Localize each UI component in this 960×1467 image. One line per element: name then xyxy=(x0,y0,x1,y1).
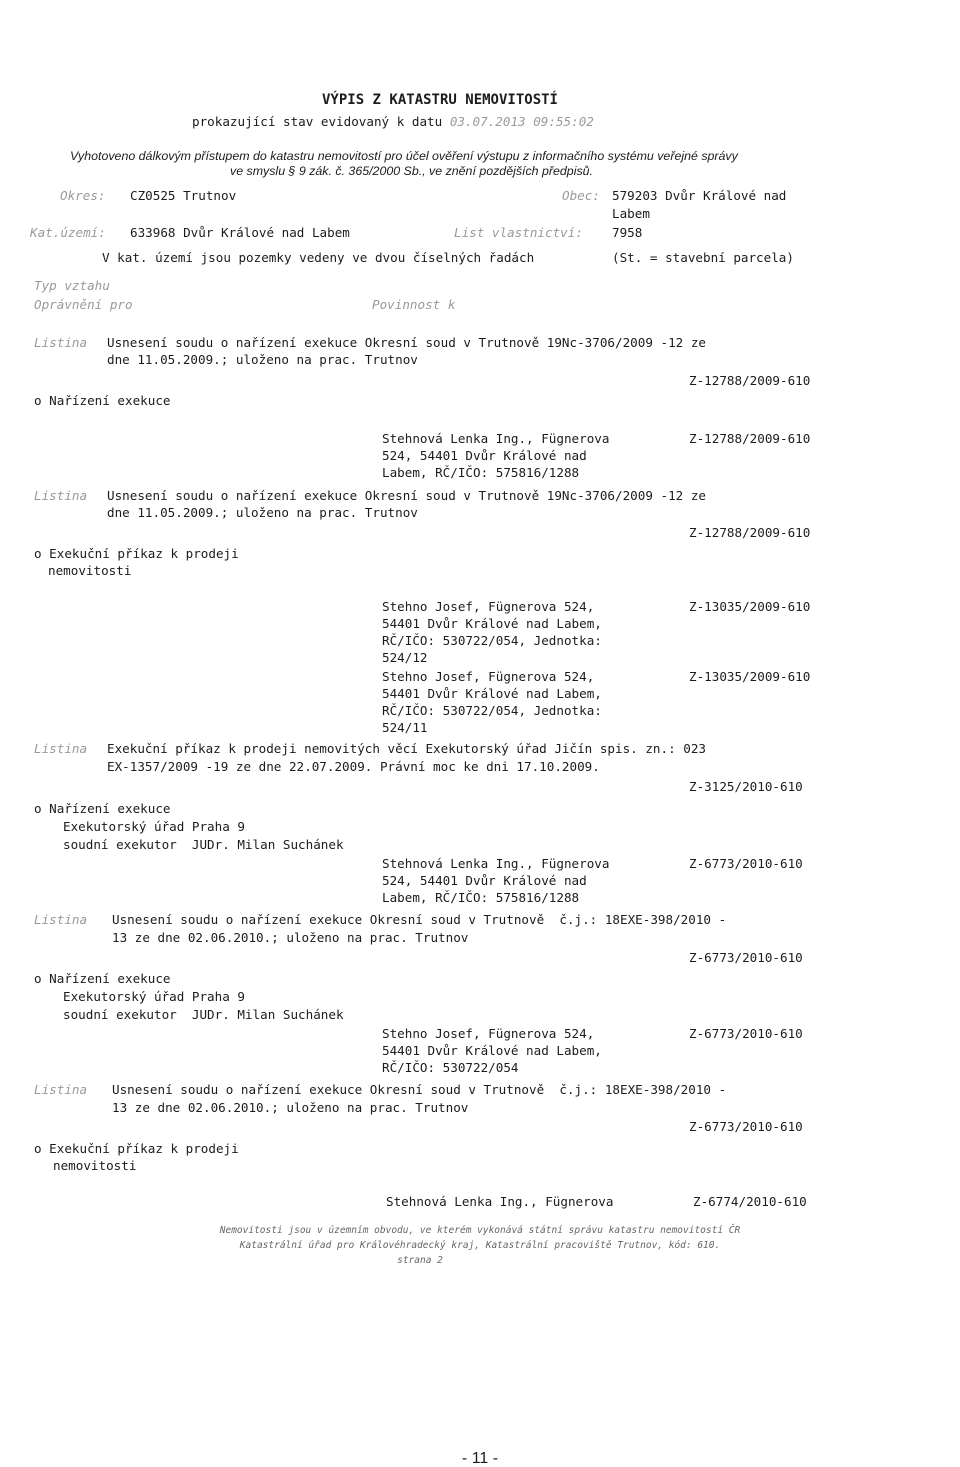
generated-note-line1: Vyhotoveno dálkovým přístupem do katastru nemovitostí pro účel ověření výstupu z informačního systému veřejné správy xyxy=(70,149,738,163)
listina-label: Listina xyxy=(34,335,88,350)
listina-ref: Z-3125/2010-610 xyxy=(689,779,803,794)
listina-text: Usnesení soudu o nařízení exekuce Okresní soud v Trutnově č.j.: 18EXE-398/2010 - xyxy=(112,912,727,927)
relation-type: o Exekuční příkaz k prodeji xyxy=(34,1141,239,1156)
party-text: RČ/IČO: 530722/054 xyxy=(382,1060,519,1075)
listina-text: Usnesení soudu o nařízení exekuce Okresní soud v Trutnově 19Nc-3706/2009 -12 ze xyxy=(107,335,706,350)
relation-type-cont: Exekutorský úřad Praha 9 xyxy=(63,989,245,1004)
party-ref: Z-6774/2010-610 xyxy=(693,1194,807,1209)
column-opravneni: Oprávnění pro xyxy=(34,297,133,312)
relation-type: o Exekuční příkaz k prodeji xyxy=(34,546,239,561)
listina-ref: Z-12788/2009-610 xyxy=(689,525,811,540)
party-text: RČ/IČO: 530722/054, Jednotka: xyxy=(382,633,602,648)
relation-type-cont: nemovitosti xyxy=(48,563,132,578)
listina-label: Listina xyxy=(34,912,88,927)
okres-value: CZ0525 Trutnov xyxy=(130,188,237,203)
party-text: Labem, RČ/IČO: 575816/1288 xyxy=(382,465,580,480)
obec-value: 579203 Dvůr Králové nad xyxy=(612,188,787,203)
subtitle-date: 03.07.2013 09:55:02 xyxy=(449,114,594,129)
party-text: 524, 54401 Dvůr Králové nad xyxy=(382,873,587,888)
party-text: 54401 Dvůr Králové nad Labem, xyxy=(382,1043,602,1058)
party-text: 54401 Dvůr Králové nad Labem, xyxy=(382,686,602,701)
party-ref: Z-13035/2009-610 xyxy=(689,599,811,614)
listina-text: 13 ze dne 02.06.2010.; uloženo na prac. Trutnov xyxy=(112,1100,469,1115)
party-text: Stehnová Lenka Ing., Fügnerova xyxy=(382,856,610,871)
generated-note-line2: ve smyslu § 9 zák. č. 365/2000 Sb., ve znění pozdějších předpisů. xyxy=(230,164,593,178)
listina-text: Usnesení soudu o nařízení exekuce Okresní soud v Trutnově č.j.: 18EXE-398/2010 - xyxy=(112,1082,727,1097)
party-text: 524/12 xyxy=(382,650,428,665)
lv-value: 7958 xyxy=(612,225,643,240)
footer-page: strana 2 xyxy=(397,1255,443,1266)
party-text: Stehno Josef, Fügnerova 524, xyxy=(382,1026,595,1041)
listina-text: 13 ze dne 02.06.2010.; uloženo na prac. Trutnov xyxy=(112,930,469,945)
relation-type-cont: nemovitosti xyxy=(53,1158,137,1173)
relation-type-cont: Exekutorský úřad Praha 9 xyxy=(63,819,245,834)
katuzemi-label: Kat.území: xyxy=(30,225,106,240)
party-ref: Z-13035/2009-610 xyxy=(689,669,811,684)
listina-ref: Z-6773/2010-610 xyxy=(689,1119,803,1134)
party-text: 54401 Dvůr Králové nad Labem, xyxy=(382,616,602,631)
party-text: 524/11 xyxy=(382,720,428,735)
document-subtitle xyxy=(192,113,594,130)
relation-type-cont: soudní exekutor JUDr. Milan Suchánek xyxy=(63,837,344,852)
party-text: Stehno Josef, Fügnerova 524, xyxy=(382,599,595,614)
listina-text: dne 11.05.2009.; uloženo na prac. Trutnov xyxy=(107,352,418,367)
relation-type: o Nařízení exekuce xyxy=(34,801,171,816)
document-title: VÝPIS Z KATASTRU NEMOVITOSTÍ xyxy=(321,92,558,108)
party-text: Labem, RČ/IČO: 575816/1288 xyxy=(382,890,580,905)
parcel-note-right: (St. = stavební parcela) xyxy=(612,250,794,265)
party-ref: Z-6773/2010-610 xyxy=(689,1026,803,1041)
party-text: RČ/IČO: 530722/054, Jednotka: xyxy=(382,703,602,718)
listina-text: dne 11.05.2009.; uloženo na prac. Trutnov xyxy=(107,505,418,520)
listina-text: Usnesení soudu o nařízení exekuce Okresní soud v Trutnově 19Nc-3706/2009 -12 ze xyxy=(107,488,706,503)
obec-value-cont: Labem xyxy=(612,206,650,221)
party-text: Stehnová Lenka Ing., Fügnerova xyxy=(386,1194,614,1209)
listina-text: EX-1357/2009 -19 ze dne 22.07.2009. Právní moc ke dni 17.10.2009. xyxy=(107,759,600,774)
listina-label: Listina xyxy=(34,741,88,756)
party-ref: Z-12788/2009-610 xyxy=(689,431,811,446)
okres-label: Okres: xyxy=(60,188,106,203)
party-text: Stehno Josef, Fügnerova 524, xyxy=(382,669,595,684)
column-povinnost: Povinnost k xyxy=(372,297,456,312)
listina-text: Exekuční příkaz k prodeji nemovitých věcí Exekutorský úřad Jičín spis. zn.: 023 xyxy=(107,741,706,756)
katuzemi-value: 633968 Dvůr Králové nad Labem xyxy=(130,225,350,240)
column-typ-vztahu: Typ vztahu xyxy=(34,278,110,293)
lv-label: List vlastnictví: xyxy=(454,225,583,240)
parcel-note: V kat. území jsou pozemky vedeny ve dvou číselných řadách xyxy=(102,250,535,265)
listina-ref: Z-6773/2010-610 xyxy=(689,950,803,965)
listina-ref: Z-12788/2009-610 xyxy=(689,373,811,388)
listina-label: Listina xyxy=(34,1082,88,1097)
footer-line2: Katastrální úřad pro Královéhradecký kraj, Katastrální pracoviště Trutnov, kód: 610. xyxy=(239,1240,721,1251)
footer-line1: Nemovitosti jsou v územním obvodu, ve kterém vykonává státní správu katastru nemovitostí ČR xyxy=(219,1225,741,1236)
page-number: - 11 - xyxy=(461,1450,499,1467)
obec-label: Obec: xyxy=(562,188,600,203)
listina-label: Listina xyxy=(34,488,88,503)
party-text: Stehnová Lenka Ing., Fügnerova xyxy=(382,431,610,446)
relation-type: o Nařízení exekuce xyxy=(34,393,171,408)
relation-type: o Nařízení exekuce xyxy=(34,971,171,986)
relation-type-cont: soudní exekutor JUDr. Milan Suchánek xyxy=(63,1007,344,1022)
subtitle-prefix: prokazující stav evidovaný k datu xyxy=(192,114,443,129)
party-text: 524, 54401 Dvůr Králové nad xyxy=(382,448,587,463)
party-ref: Z-6773/2010-610 xyxy=(689,856,803,871)
